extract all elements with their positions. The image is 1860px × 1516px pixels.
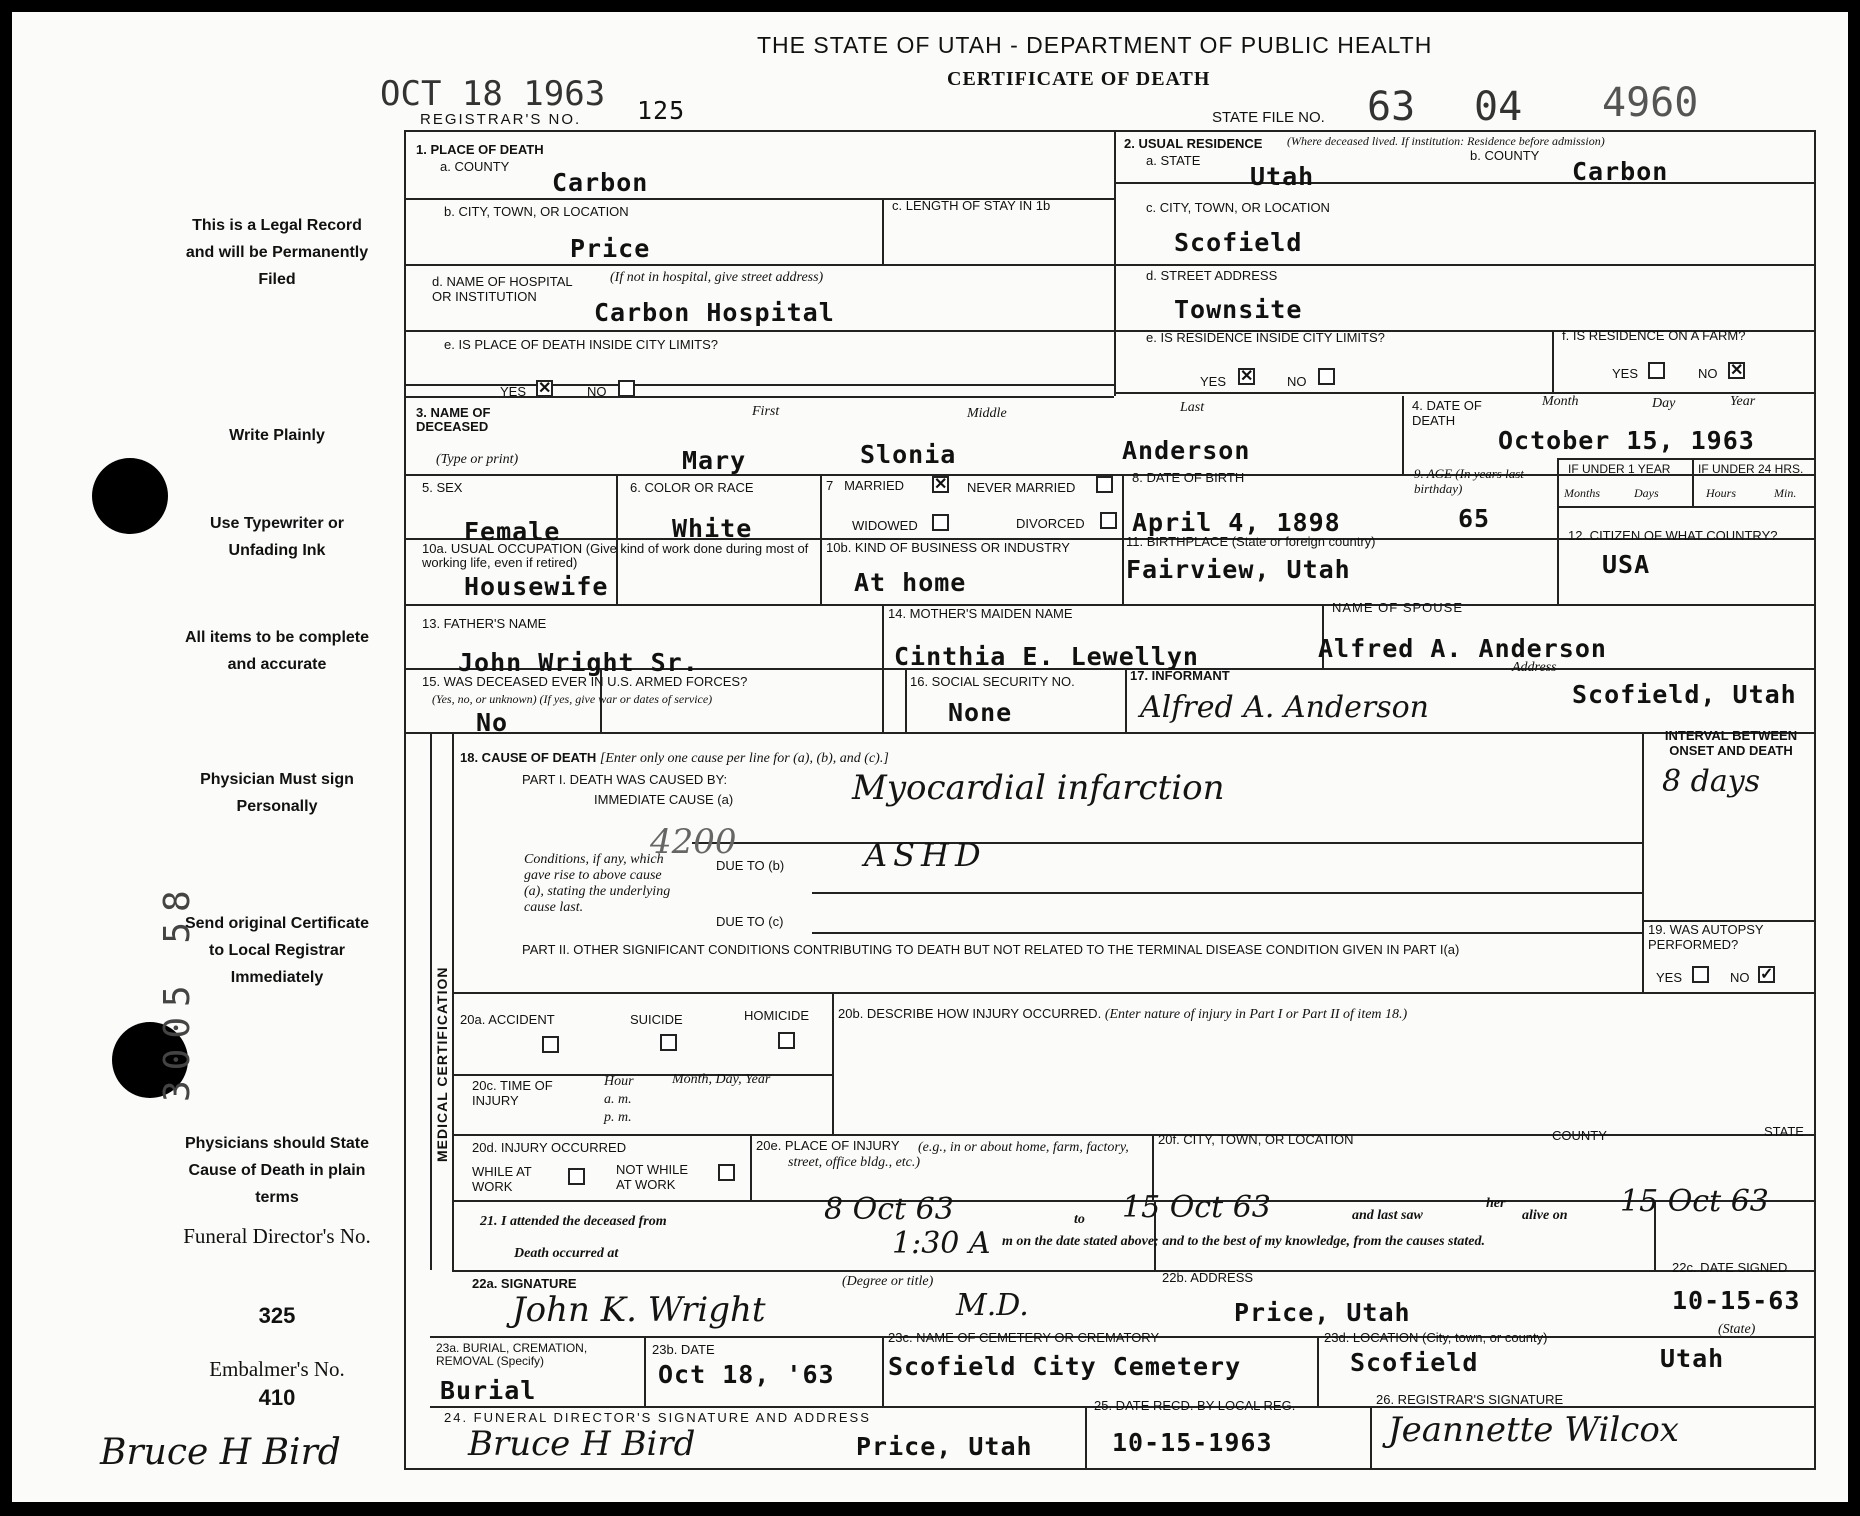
immediate-cause: Myocardial infarction [852,768,1225,808]
days-label: Days [1634,486,1659,500]
physician-degree: M.D. [956,1288,1029,1323]
residence-limits-no-checkbox[interactable] [1318,368,1335,385]
sidebar-typewriter: Use Typewriter or Unfading Ink [210,515,344,559]
street-address: Townsite [1174,295,1303,324]
cause-code: 4200 [650,822,737,862]
date-stated-label: m on the date stated above; and to the best of my knowledge, from the causes stated. [1002,1234,1485,1249]
residence-note: (Where deceased lived. If institution: Residence before admission) [1287,134,1605,148]
father-label: 13. FATHER'S NAME [422,616,547,631]
race-label: 6. COLOR OR RACE [630,480,754,495]
am-label: a. m. [604,1092,632,1107]
attended-from: 8 Oct 63 [824,1192,954,1227]
farm-yes-label: YES [1612,366,1639,381]
suicide-label: SUICIDE [630,1012,683,1027]
form-title: THE STATE OF UTAH - DEPARTMENT OF PUBLIC HEALTH [757,32,1433,58]
due-to-b-label: DUE TO (b) [716,858,785,873]
date-of-death-label: 4. DATE OF DEATH [1412,398,1482,428]
embalmer-label: Embalmer's No. [209,1357,345,1381]
funeral-director-label: Funeral Director's No. [183,1224,371,1248]
widowed-label: WIDOWED [852,518,918,533]
sidebar-items-complete: All items to be complete and accurate [184,629,370,673]
last-saw-label: and last saw [1352,1208,1423,1223]
residence-limits-yes-label: YES [1200,374,1227,389]
interval: 8 days [1662,764,1761,799]
deceased-name-label: 3. NAME OF DECEASED [416,405,491,434]
physician-address: Price, Utah [1234,1298,1411,1327]
punch-hole [92,458,168,534]
death-county: Carbon [552,168,649,197]
residence-limits-no-label: NO [1287,374,1307,389]
registrar-signature: Jeannette Wilcox [1388,1410,1679,1450]
funeral-director-sig-label: 24. FUNERAL DIRECTOR'S SIGNATURE AND ADDRESS [444,1410,871,1425]
spouse-label: NAME OF SPOUSE [1332,600,1464,615]
autopsy-label: 19. WAS AUTOPSY PERFORMED? [1648,922,1764,952]
city-limits-no-checkbox[interactable] [618,380,635,397]
first-name-label: First [752,404,780,419]
physician-signature: John K. Wright [512,1290,766,1330]
residence-limits-yes-checkbox[interactable]: ✕ [1240,368,1254,385]
part-two-label: PART II. OTHER SIGNIFICANT CONDITIONS CONTRIBUTING TO DEATH BUT NOT RELATED TO THE TERMINAL DISEASE CONDITION GIVEN IN PART I(a) [522,942,1460,957]
location-label: 23d. LOCATION (City, town, or county) [1324,1330,1548,1345]
her-label: her [1486,1196,1506,1211]
armed-forces-label: 15. WAS DECEASED EVER IN U.S. ARMED FORCES? [422,674,748,689]
informant-signature: Alfred A. Anderson [1140,690,1429,725]
state-file-label: STATE FILE NO. [1212,109,1325,126]
address-label: 22b. ADDRESS [1162,1270,1254,1285]
city-limits-label: e. IS PLACE OF DEATH INSIDE CITY LIMITS? [444,337,719,352]
date-received-label: 25. DATE RECD. BY LOCAL REG. [1094,1398,1296,1413]
degree-label: (Degree or title) [842,1274,934,1289]
burial-label: 23a. BURIAL, CREMATION, REMOVAL (Specify) [436,1341,588,1368]
time-of-death: 1:30 A [892,1226,991,1261]
hospital-label: d. NAME OF HOSPITAL OR INSTITUTION [432,274,573,304]
last-name-label: Last [1180,400,1205,415]
city-label: b. CITY, TOWN, OR LOCATION [444,204,629,219]
informant-address-label: Address [1512,660,1557,675]
father-name: John Wright Sr. [458,648,699,677]
cemetery: Scofield City Cemetery [888,1352,1242,1381]
part-one-label: PART I. DEATH WAS CAUSED BY: [522,772,728,787]
married-checkbox[interactable]: ✕ [934,476,948,493]
last-name: Anderson [1122,436,1251,465]
farm-yes-checkbox[interactable] [1648,362,1665,379]
never-married-checkbox[interactable] [1096,476,1113,493]
age: 65 [1458,504,1491,533]
registrar-label: REGISTRAR'S NO. [420,111,582,128]
place-of-injury-label: 20e. PLACE OF INJURY [756,1138,900,1153]
registrar-number: 125 [637,96,686,125]
burial-state: Utah [1660,1344,1725,1373]
length-of-stay-label: c. LENGTH OF STAY IN 1b [892,198,1051,213]
to-label: to [1074,1212,1085,1227]
vertical-serial-number: 3005 58 [157,880,198,1102]
dob-label: 8. DATE OF BIRTH [1132,470,1245,485]
armed-forces: No [476,708,509,737]
ssn-label: 16. SOCIAL SECURITY NO. [910,674,1075,689]
not-while-work-checkbox[interactable] [718,1164,735,1181]
farm-label: f. IS RESIDENCE ON A FARM? [1562,328,1746,343]
street-label: d. STREET ADDRESS [1146,268,1278,283]
farm-no-checkbox[interactable]: ✕ [1730,362,1744,379]
funeral-director-signature: Bruce H Bird [468,1424,696,1464]
state-note: (State) [1718,1322,1756,1337]
funeral-director-number: 325 [258,1303,296,1328]
place-of-death-label: 1. PLACE OF DEATH [416,142,544,157]
birthplace: Fairview, Utah [1126,555,1351,584]
hospital-note: (If not in hospital, give street address) [610,270,824,285]
middle-name: Slonia [860,440,957,469]
sidebar-signature: Bruce H Bird [100,1432,341,1473]
alive-date: 15 Oct 63 [1620,1184,1769,1219]
suicide-checkbox[interactable] [660,1034,677,1051]
under-one-year-label: IF UNDER 1 YEAR [1568,462,1671,476]
injury-occurred-label: 20d. INJURY OCCURRED [472,1140,627,1155]
state-file-c: 4960 [1602,80,1699,126]
interval-label: INTERVAL BETWEEN ONSET AND DEATH [1664,728,1798,758]
mother-name: Cinthia E. Lewellyn [894,642,1199,671]
cemetery-label: 23c. NAME OF CEMETERY OR CREMATORY [888,1330,1160,1345]
alive-on-label: alive on [1522,1208,1568,1223]
divorced-label: DIVORCED [1016,516,1085,531]
accident-label: 20a. ACCIDENT [460,1012,555,1027]
residence-county-label: b. COUNTY [1470,148,1540,163]
immediate-cause-label: IMMEDIATE CAUSE (a) [594,792,734,807]
death-city: Price [570,234,651,263]
business: At home [854,568,967,597]
citizen-label: 12. CITIZEN OF WHAT COUNTRY? [1568,528,1778,543]
occupation-label: 10a. USUAL OCCUPATION (Give kind of work done during most of working life, even if retired) [422,541,809,570]
sidebar-write-plainly: Write Plainly [229,427,325,444]
spouse-name: Alfred A. Anderson [1318,634,1607,663]
homicide-label: HOMICIDE [744,1008,809,1023]
first-name: Mary [682,446,747,475]
burial-date-label: 23b. DATE [652,1342,715,1357]
county-label: a. COUNTY [440,159,510,174]
minutes-label: Min. [1774,486,1797,500]
residence-limits-label: e. IS RESIDENCE INSIDE CITY LIMITS? [1146,330,1385,345]
autopsy-no-checkbox[interactable]: ✓ [1760,966,1774,983]
form-subtitle: CERTIFICATE OF DEATH [947,68,1211,90]
injury-state-label: STATE [1764,1124,1804,1139]
sidebar-physician-sign: Physician Must sign Personally [200,771,354,815]
accident-checkbox[interactable] [542,1036,559,1053]
city-limits-yes-checkbox[interactable]: ✕ [538,380,552,397]
embalmer-number: 410 [258,1385,296,1410]
conditions-note: Conditions, if any, which gave rise to above cause (a), stating the underlying cause last. [524,852,671,915]
informant-label: 17. INFORMANT [1130,668,1230,683]
injury-city-label: 20f. CITY, TOWN, OR LOCATION [1158,1132,1354,1147]
birthplace-label: 11. BIRTHPLACE (State or foreign country) [1126,534,1376,549]
day-label: Day [1652,396,1676,411]
date-stamp: OCT 18 1963 [380,74,606,114]
residence-label: 2. USUAL RESIDENCE [1124,136,1263,151]
burial: Burial [440,1376,537,1405]
funeral-director-address: Price, Utah [856,1432,1033,1461]
residence-city-label: c. CITY, TOWN, OR LOCATION [1146,200,1330,215]
months-label: Months [1564,486,1600,500]
age-label: 9. AGE (In years last birthday) [1414,466,1524,496]
hour-label: Hour [604,1074,634,1089]
describe-injury-label: 20b. DESCRIBE HOW INJURY OCCURRED. (Enter nature of injury in Part I or Part II of item 18.) [838,1006,1408,1022]
pm-label: p. m. [604,1110,632,1125]
cause-label: 18. CAUSE OF DEATH [Enter only one cause per line for (a), (b), and (c).] [460,750,889,766]
registrar-sig-label: 26. REGISTRAR'S SIGNATURE [1376,1392,1564,1407]
attended-label: 21. I attended the deceased from [480,1214,667,1229]
citizenship: USA [1602,550,1651,579]
occurred-at-label: Death occurred at [514,1246,619,1261]
sidebar-legal-record: This is a Legal Record and will be Permanently Filed [185,217,369,288]
hours-label: Hours [1706,486,1737,500]
year-label: Year [1730,394,1756,409]
sidebar-physicians-cause: Physicians should State Cause of Death in plain terms [184,1135,370,1206]
attended-to: 15 Oct 63 [1122,1190,1271,1225]
under-24-label: IF UNDER 24 HRS. [1698,462,1804,476]
month-label: Month [1542,394,1579,409]
type-print-note: (Type or print) [436,452,519,467]
social-security: None [948,698,1013,727]
married-label: 7 MARRIED [826,478,905,493]
autopsy-yes-checkbox[interactable] [1692,966,1709,983]
date-signed-label: 22c. DATE SIGNED [1672,1260,1788,1275]
homicide-checkbox[interactable] [778,1032,795,1049]
while-at-work-checkbox[interactable] [568,1168,585,1185]
due-to-c-label: DUE TO (c) [716,914,784,929]
time-of-injury-label: 20c. TIME OF INJURY [472,1078,553,1108]
residence-state: Utah [1250,162,1315,191]
business-label: 10b. KIND OF BUSINESS OR INDUSTRY [826,540,1070,555]
residence-county: Carbon [1572,157,1669,186]
middle-name-label: Middle [967,406,1007,421]
burial-date: Oct 18, '63 [658,1360,835,1389]
state-file-a: 63 [1367,84,1416,130]
autopsy-no-label: NO [1730,970,1750,985]
date-signed: 10-15-63 [1672,1286,1801,1315]
sex: Female [464,517,561,546]
date-received: 10-15-1963 [1112,1428,1273,1457]
autopsy-yes-label: YES [1656,970,1683,985]
sidebar-send-original: Send original Certificate to Local Registrar Immediately [184,915,370,986]
while-at-work-label: WHILE AT WORK [472,1164,532,1194]
city-limits-no-label: NO [587,384,607,399]
mother-label: 14. MOTHER'S MAIDEN NAME [888,606,1073,621]
race: White [672,514,753,543]
signature-label: 22a. SIGNATURE [472,1276,577,1291]
not-while-work-label: NOT WHILE AT WORK [616,1162,688,1192]
injury-county-label: COUNTY [1552,1128,1607,1143]
due-to-b: ASHD [864,836,987,874]
burial-location: Scofield [1350,1348,1479,1377]
residence-state-label: a. STATE [1146,153,1201,168]
hospital-name: Carbon Hospital [594,298,835,327]
divorced-checkbox[interactable] [1100,512,1117,529]
medical-certification-label: MEDICAL CERTIFICATION [434,966,450,1162]
death-certificate [12,12,1848,1502]
informant-address: Scofield, Utah [1572,680,1797,709]
never-married-label: NEVER MARRIED [967,480,1076,495]
date-of-birth: April 4, 1898 [1132,508,1341,537]
widowed-checkbox[interactable] [932,514,949,531]
armed-forces-note: (Yes, no, or unknown) (If yes, give war or dates of service) [432,692,713,706]
place-of-injury-note: (e.g., in or about home, farm, factory, street, office bldg., etc.) [788,1140,1129,1170]
city-limits-yes-label: YES [500,384,527,399]
date-of-death: October 15, 1963 [1498,426,1755,455]
mdy-label: Month, Day, Year [672,1072,771,1087]
state-file-b: 04 [1474,84,1523,130]
sex-label: 5. SEX [422,480,463,495]
occupation: Housewife [464,572,609,601]
farm-no-label: NO [1698,366,1718,381]
residence-city: Scofield [1174,228,1303,257]
